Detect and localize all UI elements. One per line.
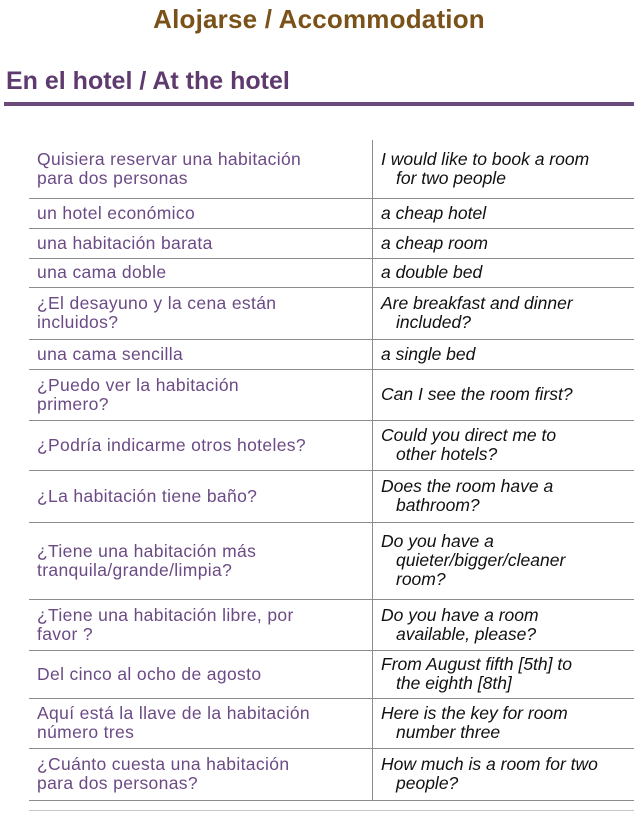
english-translation-line: Do you have a room (381, 604, 539, 625)
spanish-phrase-line: ¿La habitación tiene baño? (37, 485, 258, 506)
spanish-phrase-line: incluidos? (37, 312, 119, 332)
english-translation (373, 698, 635, 748)
english-translation-line: available, please? (396, 623, 537, 644)
english-translation-line: a double bed (381, 262, 483, 282)
english-translation-line: Do you have a (381, 531, 494, 551)
phrase-row (29, 339, 634, 369)
spanish-phrase (29, 698, 373, 748)
spanish-phrase-line: Aquí está la llave de la habitación (37, 703, 310, 723)
english-translation (373, 228, 635, 258)
english-translation-line: How much is a room for two (381, 754, 598, 774)
english-translation-line: number three (396, 722, 501, 742)
english-translation-line: the eighth [8th] (396, 673, 512, 693)
phrase-row (29, 698, 634, 748)
phrase-row (29, 140, 634, 198)
english-translation-line: Does the room have a (381, 476, 554, 496)
english-translation (373, 287, 635, 339)
english-translation-line: I would like to book a room (381, 148, 590, 169)
english-translation-line: bathroom? (396, 495, 480, 515)
english-translation (373, 650, 635, 698)
phrase-row (29, 369, 634, 420)
phrase-row (29, 522, 634, 599)
spanish-phrase-line: ¿El desayuno y la cena están (37, 293, 277, 313)
english-translation (373, 369, 635, 420)
spanish-phrase-line: primero? (37, 393, 109, 414)
english-translation-line: room? (396, 569, 446, 589)
spanish-phrase (29, 258, 373, 287)
english-translation-line: a single bed (381, 343, 476, 364)
phrase-row (29, 650, 634, 698)
spanish-phrase (29, 748, 373, 800)
english-translation-line: included? (396, 312, 471, 332)
phrase-table-body (29, 140, 634, 800)
english-translation-line: other hotels? (396, 444, 498, 464)
spanish-phrase-line: Quisiera reservar una habitación (37, 148, 302, 169)
spanish-phrase (29, 420, 373, 470)
spanish-phrase (29, 369, 373, 420)
english-translation-line: Could you direct me to (381, 425, 557, 445)
english-translation-line: a cheap hotel (381, 202, 487, 223)
english-translation-line: quieter/bigger/cleaner (396, 550, 566, 570)
english-translation (373, 258, 635, 287)
spanish-phrase (29, 140, 373, 198)
english-translation (373, 140, 635, 198)
spanish-phrase-line: una habitación barata (37, 232, 213, 253)
english-translation (373, 599, 635, 650)
english-translation-line: Here is the key for room (381, 703, 568, 723)
english-translation (373, 522, 635, 599)
spanish-phrase-line: para dos personas? (37, 773, 198, 793)
english-translation-line: Are breakfast and dinner (381, 293, 573, 313)
phrase-row (29, 470, 634, 522)
phrase-row (29, 420, 634, 470)
spanish-phrase-line: una cama sencilla (37, 343, 184, 364)
english-translation (373, 470, 635, 522)
english-translation-line: for two people (396, 167, 506, 188)
spanish-phrase-line: tranquila/grande/limpia? (37, 559, 233, 580)
spanish-phrase-line: ¿Podría indicarme otros hoteles? (37, 434, 306, 455)
spanish-phrase-line: una cama doble (37, 262, 167, 282)
phrase-row (29, 258, 634, 287)
spanish-phrase-line: favor ? (37, 623, 93, 644)
spanish-phrase-line: ¿Cuánto cuesta una habitación (37, 754, 290, 774)
english-translation (373, 198, 635, 228)
spanish-phrase (29, 650, 373, 698)
english-translation-line: a cheap room (381, 232, 489, 253)
spanish-phrase (29, 599, 373, 650)
bottom-divider (29, 810, 634, 811)
spanish-phrase-line: para dos personas (37, 167, 188, 188)
english-translation-line: people? (396, 773, 459, 793)
spanish-phrase-line: ¿Tiene una habitación más (37, 540, 257, 561)
spanish-phrase (29, 522, 373, 599)
page-title: Alojarse / Accommodation (153, 4, 485, 34)
spanish-phrase (29, 228, 373, 258)
english-translation (373, 420, 635, 470)
phrase-row (29, 198, 634, 228)
phrase-table (29, 140, 634, 801)
english-translation (373, 339, 635, 369)
phrase-row (29, 748, 634, 800)
english-translation-line: Can I see the room first? (381, 384, 573, 404)
spanish-phrase (29, 198, 373, 228)
spanish-phrase-line: un hotel económico (37, 202, 196, 223)
english-translation-line: From August fifth [5th] to (381, 654, 572, 674)
section-heading: En el hotel / At the hotel (6, 67, 290, 95)
spanish-phrase-line: ¿Tiene una habitación libre, por (37, 604, 294, 625)
english-translation (373, 748, 635, 800)
spanish-phrase-line: número tres (37, 722, 135, 742)
spanish-phrase (29, 470, 373, 522)
spanish-phrase (29, 339, 373, 369)
heading-divider (4, 102, 634, 106)
spanish-phrase-line: Del cinco al ocho de agosto (37, 663, 262, 684)
spanish-phrase-line: ¿Puedo ver la habitación (37, 374, 239, 395)
phrase-row (29, 599, 634, 650)
spanish-phrase (29, 287, 373, 339)
phrase-row (29, 287, 634, 339)
phrase-row (29, 228, 634, 258)
